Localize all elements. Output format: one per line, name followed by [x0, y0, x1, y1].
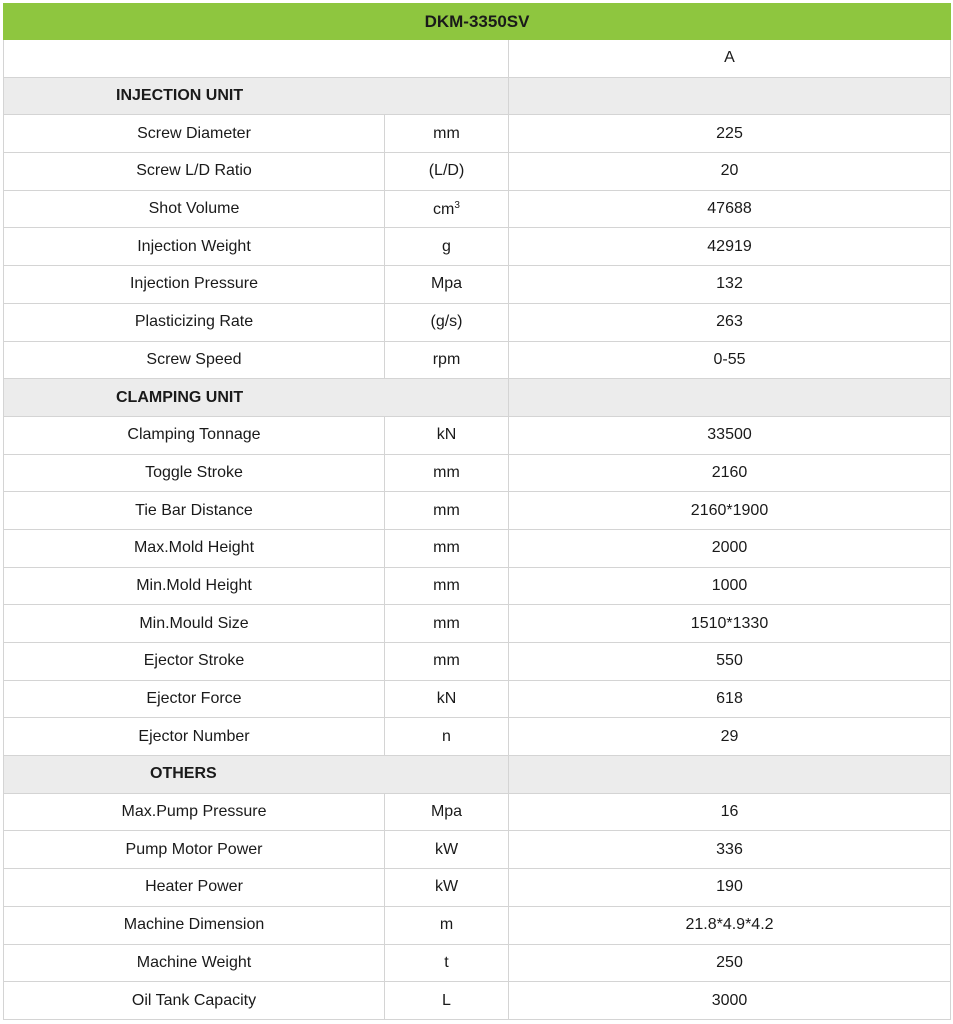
spec-value: 2000	[509, 529, 951, 567]
spec-value: 33500	[509, 416, 951, 454]
spec-unit-cell	[385, 266, 509, 304]
spec-unit: mm	[433, 501, 460, 519]
spec-unit: mm	[433, 576, 460, 594]
spec-unit: (g/s)	[430, 313, 463, 331]
spec-table	[3, 3, 951, 1020]
section-blank-cell	[509, 77, 951, 115]
spec-item: Min.Mould Size	[4, 605, 385, 643]
spec-value: 42919	[509, 228, 951, 266]
spec-item: Max.Pump Pressure	[4, 793, 385, 831]
spec-item: Heater Power	[4, 869, 385, 907]
table-row	[4, 303, 951, 341]
spec-unit-cell	[385, 906, 509, 944]
section-header-row	[4, 379, 951, 417]
spec-item: Machine Dimension	[4, 906, 385, 944]
table-row	[4, 643, 951, 681]
spec-unit: kW	[434, 878, 459, 896]
spec-unit: mm	[433, 652, 460, 670]
spec-unit-cell	[385, 416, 509, 454]
spec-unit-cell	[385, 567, 509, 605]
table-row	[4, 529, 951, 567]
spec-value: 3000	[509, 982, 951, 1020]
table-row	[4, 492, 951, 530]
spec-unit: kN	[436, 690, 457, 708]
spec-item: Oil Tank Capacity	[4, 982, 385, 1020]
spec-value: 336	[509, 831, 951, 869]
column-header-a: A	[509, 40, 951, 78]
spec-unit: n	[442, 727, 451, 745]
spec-unit-cell	[385, 190, 509, 228]
spec-item: Tie Bar Distance	[4, 492, 385, 530]
table-row	[4, 869, 951, 907]
section-header-row	[4, 77, 951, 115]
spec-unit-cell	[385, 115, 509, 153]
spec-item: Ejector Number	[4, 718, 385, 756]
spec-value: 250	[509, 944, 951, 982]
spec-item: Max.Mold Height	[4, 529, 385, 567]
section-blank-cell	[509, 756, 951, 794]
spec-unit-cell	[385, 303, 509, 341]
spec-unit: mm	[433, 124, 460, 142]
spec-value: 2160	[509, 454, 951, 492]
spec-value: 225	[509, 115, 951, 153]
spec-unit: g	[442, 237, 451, 255]
spec-item: Screw Diameter	[4, 115, 385, 153]
spec-item: Injection Weight	[4, 228, 385, 266]
spec-item: Pump Motor Power	[4, 831, 385, 869]
table-row	[4, 718, 951, 756]
spec-unit-superscript: 3	[454, 199, 460, 211]
section-title: OTHERS	[4, 756, 509, 794]
spec-item: Ejector Stroke	[4, 643, 385, 681]
spec-value: 21.8*4.9*4.2	[509, 906, 951, 944]
table-row	[4, 680, 951, 718]
table-row	[4, 454, 951, 492]
table-row	[4, 341, 951, 379]
spec-unit: kW	[434, 840, 459, 858]
table-row	[4, 793, 951, 831]
spec-unit-cell	[385, 718, 509, 756]
spec-value: 263	[509, 303, 951, 341]
spec-unit-cell	[385, 831, 509, 869]
spec-unit: mm	[433, 614, 460, 632]
spec-value: 1510*1330	[509, 605, 951, 643]
spec-unit-cell	[385, 793, 509, 831]
spec-value: 132	[509, 266, 951, 304]
spec-unit: Mpa	[430, 803, 463, 821]
table-row	[4, 190, 951, 228]
spec-value: 20	[509, 153, 951, 191]
spec-unit-cell	[385, 982, 509, 1020]
spec-unit: L	[442, 991, 451, 1009]
spec-unit: kN	[436, 426, 457, 444]
section-title: INJECTION UNIT	[4, 77, 509, 115]
spec-value: 16	[509, 793, 951, 831]
spec-unit-cell	[385, 228, 509, 266]
spec-unit: t	[444, 953, 449, 971]
spec-value: 2160*1900	[509, 492, 951, 530]
model-title: DKM-3350SV	[4, 4, 951, 40]
header-blank-cell	[4, 40, 509, 78]
spec-unit: (L/D)	[428, 162, 465, 180]
spec-value: 1000	[509, 567, 951, 605]
spec-unit-cell	[385, 492, 509, 530]
spec-unit-cell	[385, 944, 509, 982]
table-row	[4, 982, 951, 1020]
spec-unit: cm	[433, 200, 455, 218]
table-row	[4, 153, 951, 191]
title-row	[4, 4, 951, 40]
spec-unit-cell	[385, 454, 509, 492]
spec-unit-cell	[385, 680, 509, 718]
table-row	[4, 567, 951, 605]
spec-item: Ejector Force	[4, 680, 385, 718]
table-row	[4, 266, 951, 304]
spec-item: Clamping Tonnage	[4, 416, 385, 454]
spec-item: Screw Speed	[4, 341, 385, 379]
spec-item: Injection Pressure	[4, 266, 385, 304]
spec-unit: rpm	[432, 350, 461, 368]
table-row	[4, 605, 951, 643]
section-header-row	[4, 756, 951, 794]
spec-value: 190	[509, 869, 951, 907]
spec-value: 550	[509, 643, 951, 681]
table-row	[4, 831, 951, 869]
spec-unit: m	[439, 916, 454, 934]
spec-unit-cell	[385, 869, 509, 907]
spec-item: Plasticizing Rate	[4, 303, 385, 341]
spec-unit-cell	[385, 643, 509, 681]
table-row	[4, 416, 951, 454]
table-row	[4, 115, 951, 153]
spec-unit: mm	[433, 463, 460, 481]
spec-item: Shot Volume	[4, 190, 385, 228]
spec-item: Screw L/D Ratio	[4, 153, 385, 191]
table-row	[4, 906, 951, 944]
spec-unit: mm	[433, 539, 460, 557]
spec-item: Toggle Stroke	[4, 454, 385, 492]
spec-value: 0-55	[509, 341, 951, 379]
spec-unit-cell	[385, 341, 509, 379]
column-header-row	[4, 40, 951, 78]
spec-item: Machine Weight	[4, 944, 385, 982]
spec-item: Min.Mold Height	[4, 567, 385, 605]
spec-unit-cell	[385, 605, 509, 643]
spec-unit: Mpa	[430, 275, 463, 293]
spec-unit-cell	[385, 529, 509, 567]
spec-unit-cell	[385, 153, 509, 191]
section-title: CLAMPING UNIT	[4, 379, 509, 417]
spec-value: 29	[509, 718, 951, 756]
spec-value: 618	[509, 680, 951, 718]
spec-value: 47688	[509, 190, 951, 228]
table-row	[4, 228, 951, 266]
table-row	[4, 944, 951, 982]
section-blank-cell	[509, 379, 951, 417]
